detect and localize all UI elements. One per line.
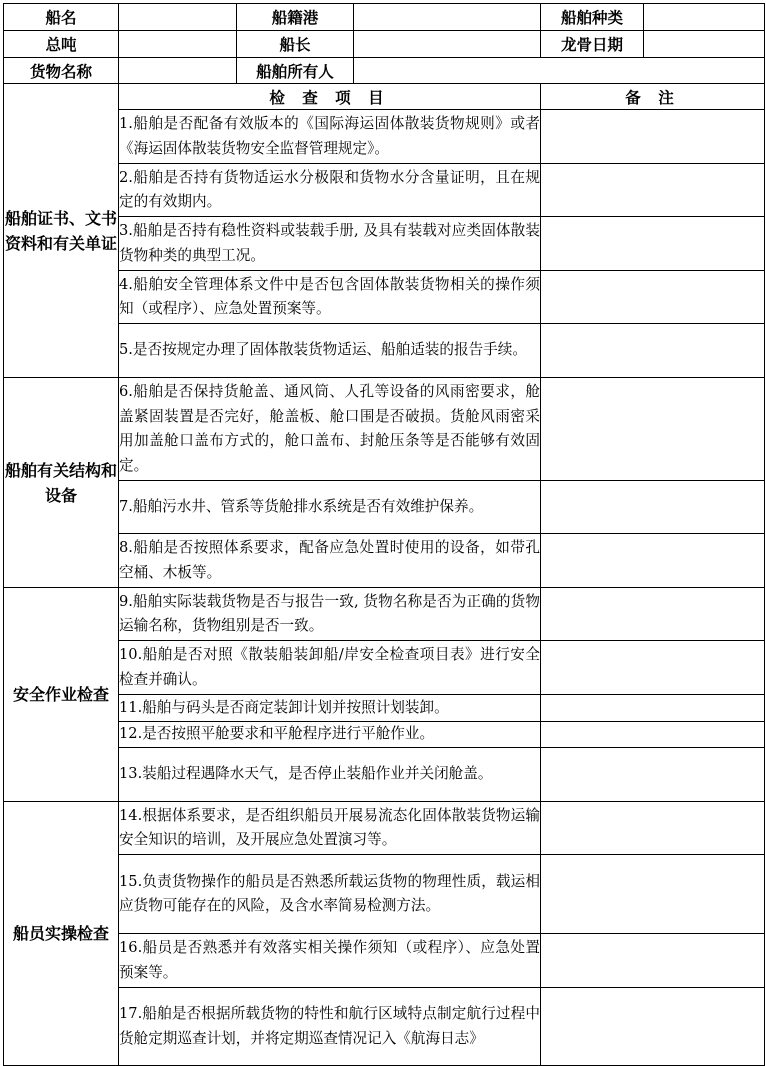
remark-cell[interactable] bbox=[541, 695, 765, 722]
inspection-item: 15.负责货物操作的船员是否熟悉所载运货物的物理性质，载运相应货物可能存在的风险，及含水率简易检测方法。 bbox=[119, 855, 541, 934]
keel-date-label: 龙骨日期 bbox=[541, 31, 644, 58]
category-crew-practice: 船员实操检查 bbox=[4, 802, 119, 1066]
inspection-item: 11.船舶与码头是否商定装卸计划并按照计划装卸。 bbox=[119, 695, 541, 722]
remark-cell[interactable] bbox=[541, 378, 765, 481]
remark-cell[interactable] bbox=[541, 722, 765, 748]
inspection-item: 7.船舶污水井、管系等货舱排水系统是否有效维护保养。 bbox=[119, 481, 541, 534]
remark-cell[interactable] bbox=[541, 110, 765, 164]
remark-cell[interactable] bbox=[541, 324, 765, 378]
category-structure-equipment: 船舶有关结构和设备 bbox=[4, 378, 119, 588]
inspection-item: 6.船舶是否保持货舱盖、通风筒、人孔等设备的风雨密要求，舱盖紧固装置是否完好，舱盖板、舱口围是否破损。货舱风雨密采用加盖舱口盖布方式的，舱口盖布、封舱压条等是否能够有效固定。 bbox=[119, 378, 541, 481]
inspection-item: 2.船舶是否持有货物适运水分极限和货物水分含量证明，且在规定的有效期内。 bbox=[119, 164, 541, 217]
port-of-registry-field[interactable] bbox=[354, 4, 541, 31]
remark-cell[interactable] bbox=[541, 217, 765, 271]
ship-owner-label: 船舶所有人 bbox=[237, 58, 354, 84]
remark-cell[interactable] bbox=[541, 641, 765, 695]
keel-date-field[interactable] bbox=[644, 31, 765, 58]
port-of-registry-label: 船籍港 bbox=[237, 4, 354, 31]
ship-type-label: 船舶种类 bbox=[541, 4, 644, 31]
inspection-item: 14.根据体系要求，是否组织船员开展易流态化固体散装货物运输安全知识的培训，及开展应急处置演习等。 bbox=[119, 802, 541, 855]
inspection-item: 5.是否按规定办理了固体散装货物适运、船舶适装的报告手续。 bbox=[119, 324, 541, 378]
captain-field[interactable] bbox=[354, 31, 541, 58]
category-operations: 安全作业检查 bbox=[4, 588, 119, 802]
remark-cell[interactable] bbox=[541, 481, 765, 534]
inspection-item: 10.船舶是否对照《散装船装卸船/岸安全检查项目表》进行安全检查并确认。 bbox=[119, 641, 541, 695]
captain-label: 船长 bbox=[237, 31, 354, 58]
remark-cell[interactable] bbox=[541, 855, 765, 934]
remark-cell[interactable] bbox=[541, 988, 765, 1066]
gross-tonnage-field[interactable] bbox=[119, 31, 237, 58]
gross-tonnage-label: 总吨 bbox=[4, 31, 119, 58]
cargo-name-label: 货物名称 bbox=[4, 58, 119, 84]
inspection-item: 3.船舶是否持有稳性资料或装载手册, 及具有装载对应类固体散装货物种类的典型工况。 bbox=[119, 217, 541, 271]
inspection-item: 12.是否按照平舱要求和平舱程序进行平舱作业。 bbox=[119, 722, 541, 748]
inspection-item: 13.装船过程遇降水天气，是否停止装船作业并关闭舱盖。 bbox=[119, 748, 541, 802]
category-documents: 船舶证书、文书资料和有关单证 bbox=[4, 84, 119, 378]
inspection-item: 17.船舶是否根据所载货物的特性和航行区域特点制定航行过程中货舱定期巡查计划，并将定期巡查情况记入《航海日志》 bbox=[119, 988, 541, 1066]
remark-cell[interactable] bbox=[541, 802, 765, 855]
ship-type-field[interactable] bbox=[644, 4, 765, 31]
remark-cell[interactable] bbox=[541, 271, 765, 324]
inspection-item: 16.船员是否熟悉并有效落实相关操作须知（或程序）、应急处置预案等。 bbox=[119, 934, 541, 988]
remark-cell[interactable] bbox=[541, 534, 765, 588]
ship-name-label: 船名 bbox=[4, 4, 119, 31]
inspection-item: 1.船舶是否配备有效版本的《国际海运固体散装货物规则》或者《海运固体散装货物安全监督管理规定》。 bbox=[119, 110, 541, 164]
inspection-item: 8.船舶是否按照体系要求，配备应急处置时使用的设备，如带孔空桶、木板等。 bbox=[119, 534, 541, 588]
remarks-header: 备 注 bbox=[541, 84, 765, 110]
inspection-item: 9.船舶实际装载货物是否与报告一致, 货物名称是否为正确的货物运输名称，货物组别是否一致。 bbox=[119, 588, 541, 641]
inspection-item: 4.船舶安全管理体系文件中是否包含固体散装货物相关的操作须知（或程序）、应急处置预案等。 bbox=[119, 271, 541, 324]
remark-cell[interactable] bbox=[541, 934, 765, 988]
remark-cell[interactable] bbox=[541, 588, 765, 641]
inspection-form bbox=[3, 3, 765, 1066]
remark-cell[interactable] bbox=[541, 748, 765, 802]
remark-cell[interactable] bbox=[541, 164, 765, 217]
inspection-items-header: 检 查 项 目 bbox=[119, 84, 541, 110]
cargo-name-field[interactable] bbox=[119, 58, 237, 84]
ship-name-field[interactable] bbox=[119, 4, 237, 31]
ship-owner-field[interactable] bbox=[354, 58, 765, 84]
